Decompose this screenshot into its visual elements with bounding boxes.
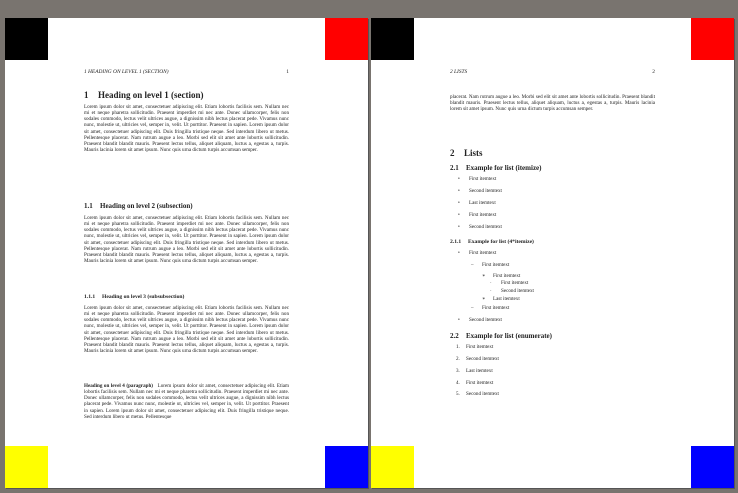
lorem-paragraph-1: Lorem ipsum dolor sit amet, consectetuer adipiscing elit. Etiam lobortis facilisis sem. Nullam nec mi et neque pharetra sollicitudin. Praesent imperdiet mi nec ante. Donec ullamcorper, felis non sodales commodo, lectus velit ultrices augue, a dignissim nibh lectus placerat pede. Vivamus nunc nunc, molestie ut, ultricies vel, semper in, velit. Ut porttitor. Praesent in sapien. Lorem ipsum dolor sit amet, consectetuer adipiscing elit. Duis fringilla tristique neque. Sed interdum libero ut metus. Pellentesque placerat. Nam rutrum augue a leo. Morbi sed elit sit amet ante lobortis sollicitudin. Praesent blandit blandit mauris. Praesent lectus tellus, aliquet aliquam, luctus a, egestas a, turpis. Mauris lacinia lorem sit amet ipsum. Nunc quis urna dictum turpis accumsan semper. [84,104,289,154]
list-item: • First itemtext [458,212,497,218]
subsection-title: Heading on level 2 (subsection) [100,202,193,210]
section-number: 2 [450,148,455,158]
corner-yellow [5,446,48,488]
subsection-heading [84,202,193,210]
corner-red [691,18,734,60]
subsubsection-title: Heading on level 3 (subsubsection) [102,294,185,300]
corner-yellow [371,446,414,488]
corner-blue [325,446,368,488]
nested-item-level-4: · First itemtext [490,280,529,286]
list-item: • Second itemtext [458,188,502,194]
subsubsection-number: 1.1.1 [84,294,96,300]
list-item: • Second itemtext [458,224,502,230]
subsection-title: Example for list (enumerate) [466,332,552,340]
enum-item: 1. First itemtext [456,344,494,350]
paragraph-level-4 [84,383,289,435]
subsection-number: 2.2 [450,332,459,340]
running-header-title: 2 LISTS [450,69,468,75]
section-number: 1 [84,90,89,100]
list-item: • Last itemtext [458,200,496,206]
enum-item: 4. First itemtext [456,380,494,386]
corner-blue [691,446,734,488]
enum-item: 2. Second itemtext [456,356,499,362]
corner-black [371,18,414,60]
running-header-title: 1 HEADING ON LEVEL 1 (SECTION) [84,69,169,75]
subsection-number: 2.1 [450,164,459,172]
section-title: Lists [464,148,483,158]
nested-item-level-2: – First itemtext [471,305,510,311]
list-item: • First itemtext [458,176,497,182]
nested-item-level-1: • Second itemtext [458,317,502,323]
subsubsection-title: Example for list (4*itemize) [468,239,534,245]
running-header [450,69,655,75]
paragraph-text: Lorem ipsum dolor sit amet, consectetuer adipiscing elit. Etiam lobortis facilisis sem. Nullam nec mi et neque pharetra sollicitudin. Praesent imperdiet mi nec ante. Donec ullamcorper, felis non sodales commodo, lectus velit ultrices augue, a dignissim nibh lectus placerat pede. Vivamus nunc nunc, molestie ut, ultricies vel, semper in, velit. Ut porttitor. Praesent in sapien. Lorem ipsum dolor sit amet, consectetuer adipiscing elit. Duis fringilla tristique neque. Sed interdum libero ut metus. Pellentesque [84,383,289,420]
subsubsection-heading-4itemize [450,239,534,245]
page-1 [5,18,368,488]
subsection-heading-itemize [450,164,542,172]
subsubsection-number: 2.1.1 [450,239,462,245]
subsubsection-heading [84,294,184,300]
nested-item-level-3: ∗ First itemtext [482,273,521,279]
corner-red [325,18,368,60]
subsection-heading-enumerate [450,332,552,340]
page-2 [371,18,734,488]
lorem-paragraph-3: Lorem ipsum dolor sit amet, consectetuer adipiscing elit. Etiam lobortis facilisis sem. Nullam nec mi et neque pharetra sollicitudin. Praesent imperdiet mi nec ante. Donec ullamcorper, felis non sodales commodo, lectus velit ultrices augue, a dignissim nibh lectus placerat pede. Vivamus nunc nunc, molestie ut, ultricies vel, semper in, velit. Ut porttitor. Praesent in sapien. Lorem ipsum dolor sit amet, consectetuer adipiscing elit. Duis fringilla tristique neque. Sed interdum libero ut metus. Pellentesque placerat. Nam rutrum augue a leo. Morbi sed elit sit amet ante lobortis sollicitudin. Praesent blandit blandit mauris. Praesent lectus tellus, aliquet aliquam, luctus a, egestas a, turpis. Mauris lacinia lorem sit amet ipsum. Nunc quis urna dictum turpis accumsan semper. [84,305,289,355]
nested-item-level-1: • First itemtext [458,250,497,256]
section-heading [450,148,483,158]
page-number: 2 [652,69,655,75]
nested-item-level-2: – First itemtext [471,262,510,268]
running-header [84,69,289,75]
subsection-number: 1.1 [84,202,93,210]
lorem-paragraph-2: Lorem ipsum dolor sit amet, consectetuer adipiscing elit. Etiam lobortis facilisis sem. Nullam nec mi et neque pharetra sollicitudin. Praesent imperdiet mi nec ante. Donec ullamcorper, felis non sodales commodo, lectus velit ultrices augue, a dignissim nibh lectus placerat pede. Vivamus nunc nunc, molestie ut, ultricies vel, semper in, velit. Ut porttitor. Praesent in sapien. Lorem ipsum dolor sit amet, consectetuer adipiscing elit. Duis fringilla tristique neque. Sed interdum libero ut metus. Pellentesque placerat. Nam rutrum augue a leo. Morbi sed elit sit amet ante lobortis sollicitudin. Praesent blandit blandit mauris. Praesent lectus tellus, aliquet aliquam, luctus a, egestas a, turpis. Mauris lacinia lorem sit amet ipsum. Nunc quis urna dictum turpis accumsan semper. [84,215,289,265]
page-number: 1 [286,69,289,75]
enum-item: 3. Last itemtext [456,368,493,374]
paragraph-heading: Heading on level 4 (paragraph) [84,383,153,389]
section-heading [84,90,204,100]
section-title: Heading on level 1 (section) [98,90,204,100]
subsection-title: Example for list (itemize) [466,164,542,172]
enum-item: 5. Second itemtext [456,391,499,397]
carryover-paragraph: placerat. Nam rutrum augue a leo. Morbi sed elit sit amet ante lobortis sollicitudin. Praesent blandit blandit mauris. Praesent lectus tellus, aliquet aliquam, luctus a, egestas a, turpis. Mauris lacinia lorem sit amet ipsum. Nunc quis urna dictum turpis accumsan semper. [450,94,655,113]
nested-item-level-4: · Second itemtext [490,288,534,294]
corner-black [5,18,48,60]
nested-item-level-3: ∗ Last itemtext [482,296,520,302]
